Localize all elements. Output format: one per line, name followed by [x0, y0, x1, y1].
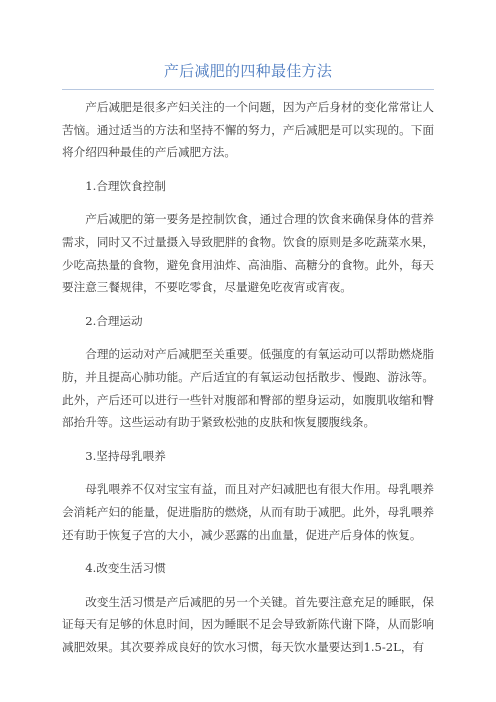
section-body-lifestyle: 改变生活习惯是产后减肥的另一个关键。首先要注意充足的睡眠，保证每天有足够的休息时间，因为睡眠不足会导致新陈代谢下降，从而影响减肥效果。其次要养成良好的饮水习惯，每天饮水量要达到1.5-2L，有 [62, 594, 434, 654]
intro-paragraph: 产后减肥是很多产妇关注的一个问题，因为产后身材的变化常常让人苦恼。通过适当的方法和坚持不懈的努力，产后减肥是可以实现的。下面将介绍四种最佳的产后减肥方法。 [62, 100, 434, 160]
page-title: 产后减肥的四种最佳方法 [62, 60, 434, 90]
section-heading-breastfeeding: 3.坚持母乳喂养 [85, 448, 166, 463]
section-body-exercise: 合理的运动对产后减肥至关重要。低强度的有氧运动可以帮助燃烧脂肪，并且提高心肺功能。产后适宜的有氧运动包括散步、慢跑、游泳等。此外，产后还可以进行一些针对腹部和臀部的塑身运动，如腹肌收缩和臀部抬升等。这些运动有助于紧致松弛的皮肤和恢复腰腹线条。 [62, 347, 434, 430]
section-heading-exercise: 2.合理运动 [85, 313, 143, 328]
section-heading-lifestyle: 4.改变生活习惯 [85, 561, 166, 576]
section-heading-diet: 1.合理饮食控制 [85, 178, 166, 193]
section-body-diet: 产后减肥的第一要务是控制饮食，通过合理的饮食来确保身体的营养需求，同时又不过量摄入导致肥胖的食物。饮食的原则是多吃蔬菜水果，少吃高热量的食物，避免食用油炸、高油脂、高糖分的食物。此外，每天要注意三餐规律，不要吃零食，尽量避免吃夜宵或宵夜。 [62, 212, 434, 295]
section-body-breastfeeding: 母乳喂养不仅对宝宝有益，而且对产妇减肥也有很大作用。母乳喂养会消耗产妇的能量，促进脂肪的燃烧，从而有助于减肥。此外，母乳喂养还有助于恢复子宫的大小，减少恶露的出血量，促进产后身体的恢复。 [62, 482, 434, 542]
document-body [62, 96, 434, 658]
